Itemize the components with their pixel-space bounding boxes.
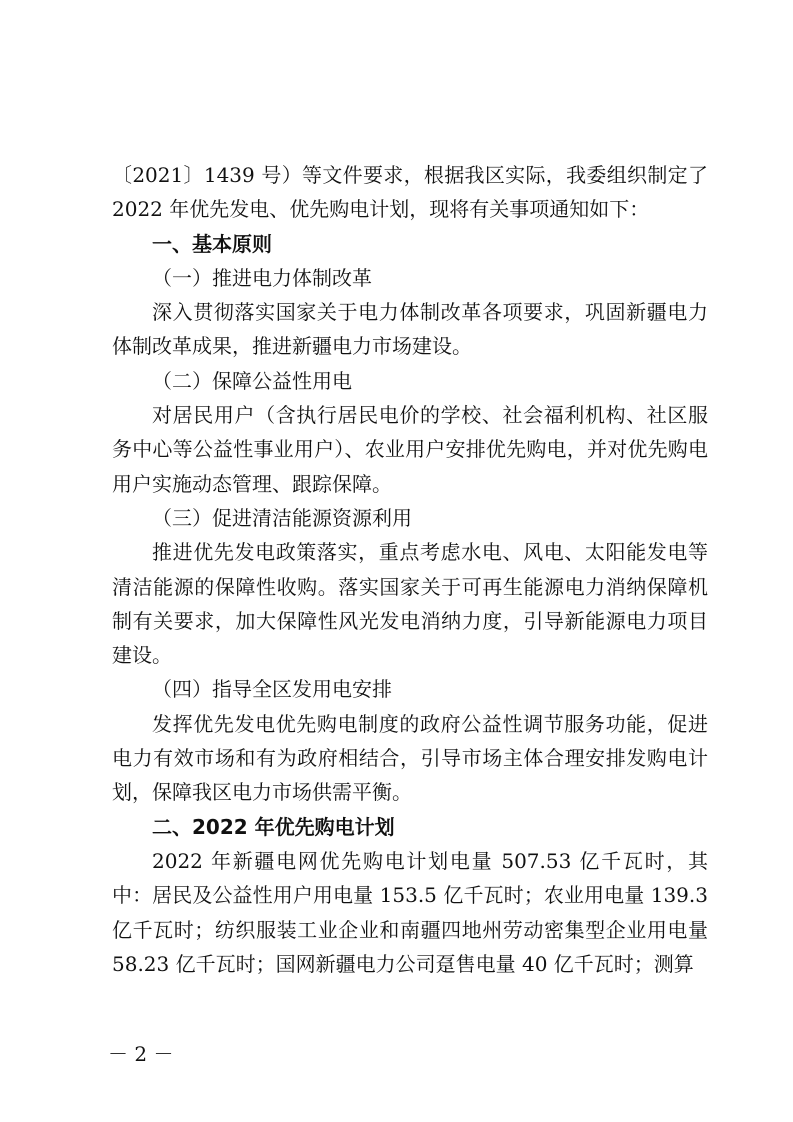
body-paragraph: 深入贯彻落实国家关于电力体制改革各项要求，巩固新疆电力体制改革成果，推进新疆电力市场建设。 [112, 300, 708, 359]
subsection-heading: （三）促进清洁能源资源利用 [152, 505, 412, 530]
body-paragraph: 推进优先发电政策落实，重点考虑水电、风电、太阳能发电等清洁能源的保障性收购。落实国家关于可再生能源电力消纳保障机制有关要求，加大保障性风光发电消纳力度，引导新能源电力项目建设。 [112, 540, 708, 668]
body-paragraph: 2022 年新疆电网优先购电计划电量 507.53 亿千瓦时，其中：居民及公益性用户用电量 153.5 亿千瓦时；农业用电量 139.3 亿千瓦时；纺织服装工业企业和南疆四地州劳动密集型企业用电量 58.23 亿千瓦时；国网新疆电力公司趸售电量 40 亿千瓦时；测算 [112, 848, 708, 976]
subsection-heading: （一）推进电力体制改革 [152, 265, 372, 290]
subsection-heading: （四）指导全区发用电安排 [152, 677, 392, 702]
body-paragraph: 〔2021〕1439 号）等文件要求，根据我区实际，我委组织制定了 2022 年优先发电、优先购电计划，现将有关事项通知如下： [112, 163, 708, 222]
section-heading: 二、2022 年优先购电计划 [152, 814, 395, 839]
body-paragraph: 对居民用户（含执行居民电价的学校、社会福利机构、社区服务中心等公益性事业用户）、农业用户安排优先购电，并对优先购电用户实施动态管理、跟踪保障。 [112, 403, 708, 496]
page-number: － 2 － [108, 1042, 174, 1066]
section-heading: 一、基本原则 [152, 231, 272, 256]
body-paragraph: 发挥优先发电优先购电制度的政府公益性调节服务功能，促进电力有效市场和有为政府相结合，引导市场主体合理安排发购电计划，保障我区电力市场供需平衡。 [112, 711, 708, 805]
document-body [112, 158, 708, 981]
subsection-heading: （二）保障公益性用电 [152, 368, 352, 393]
